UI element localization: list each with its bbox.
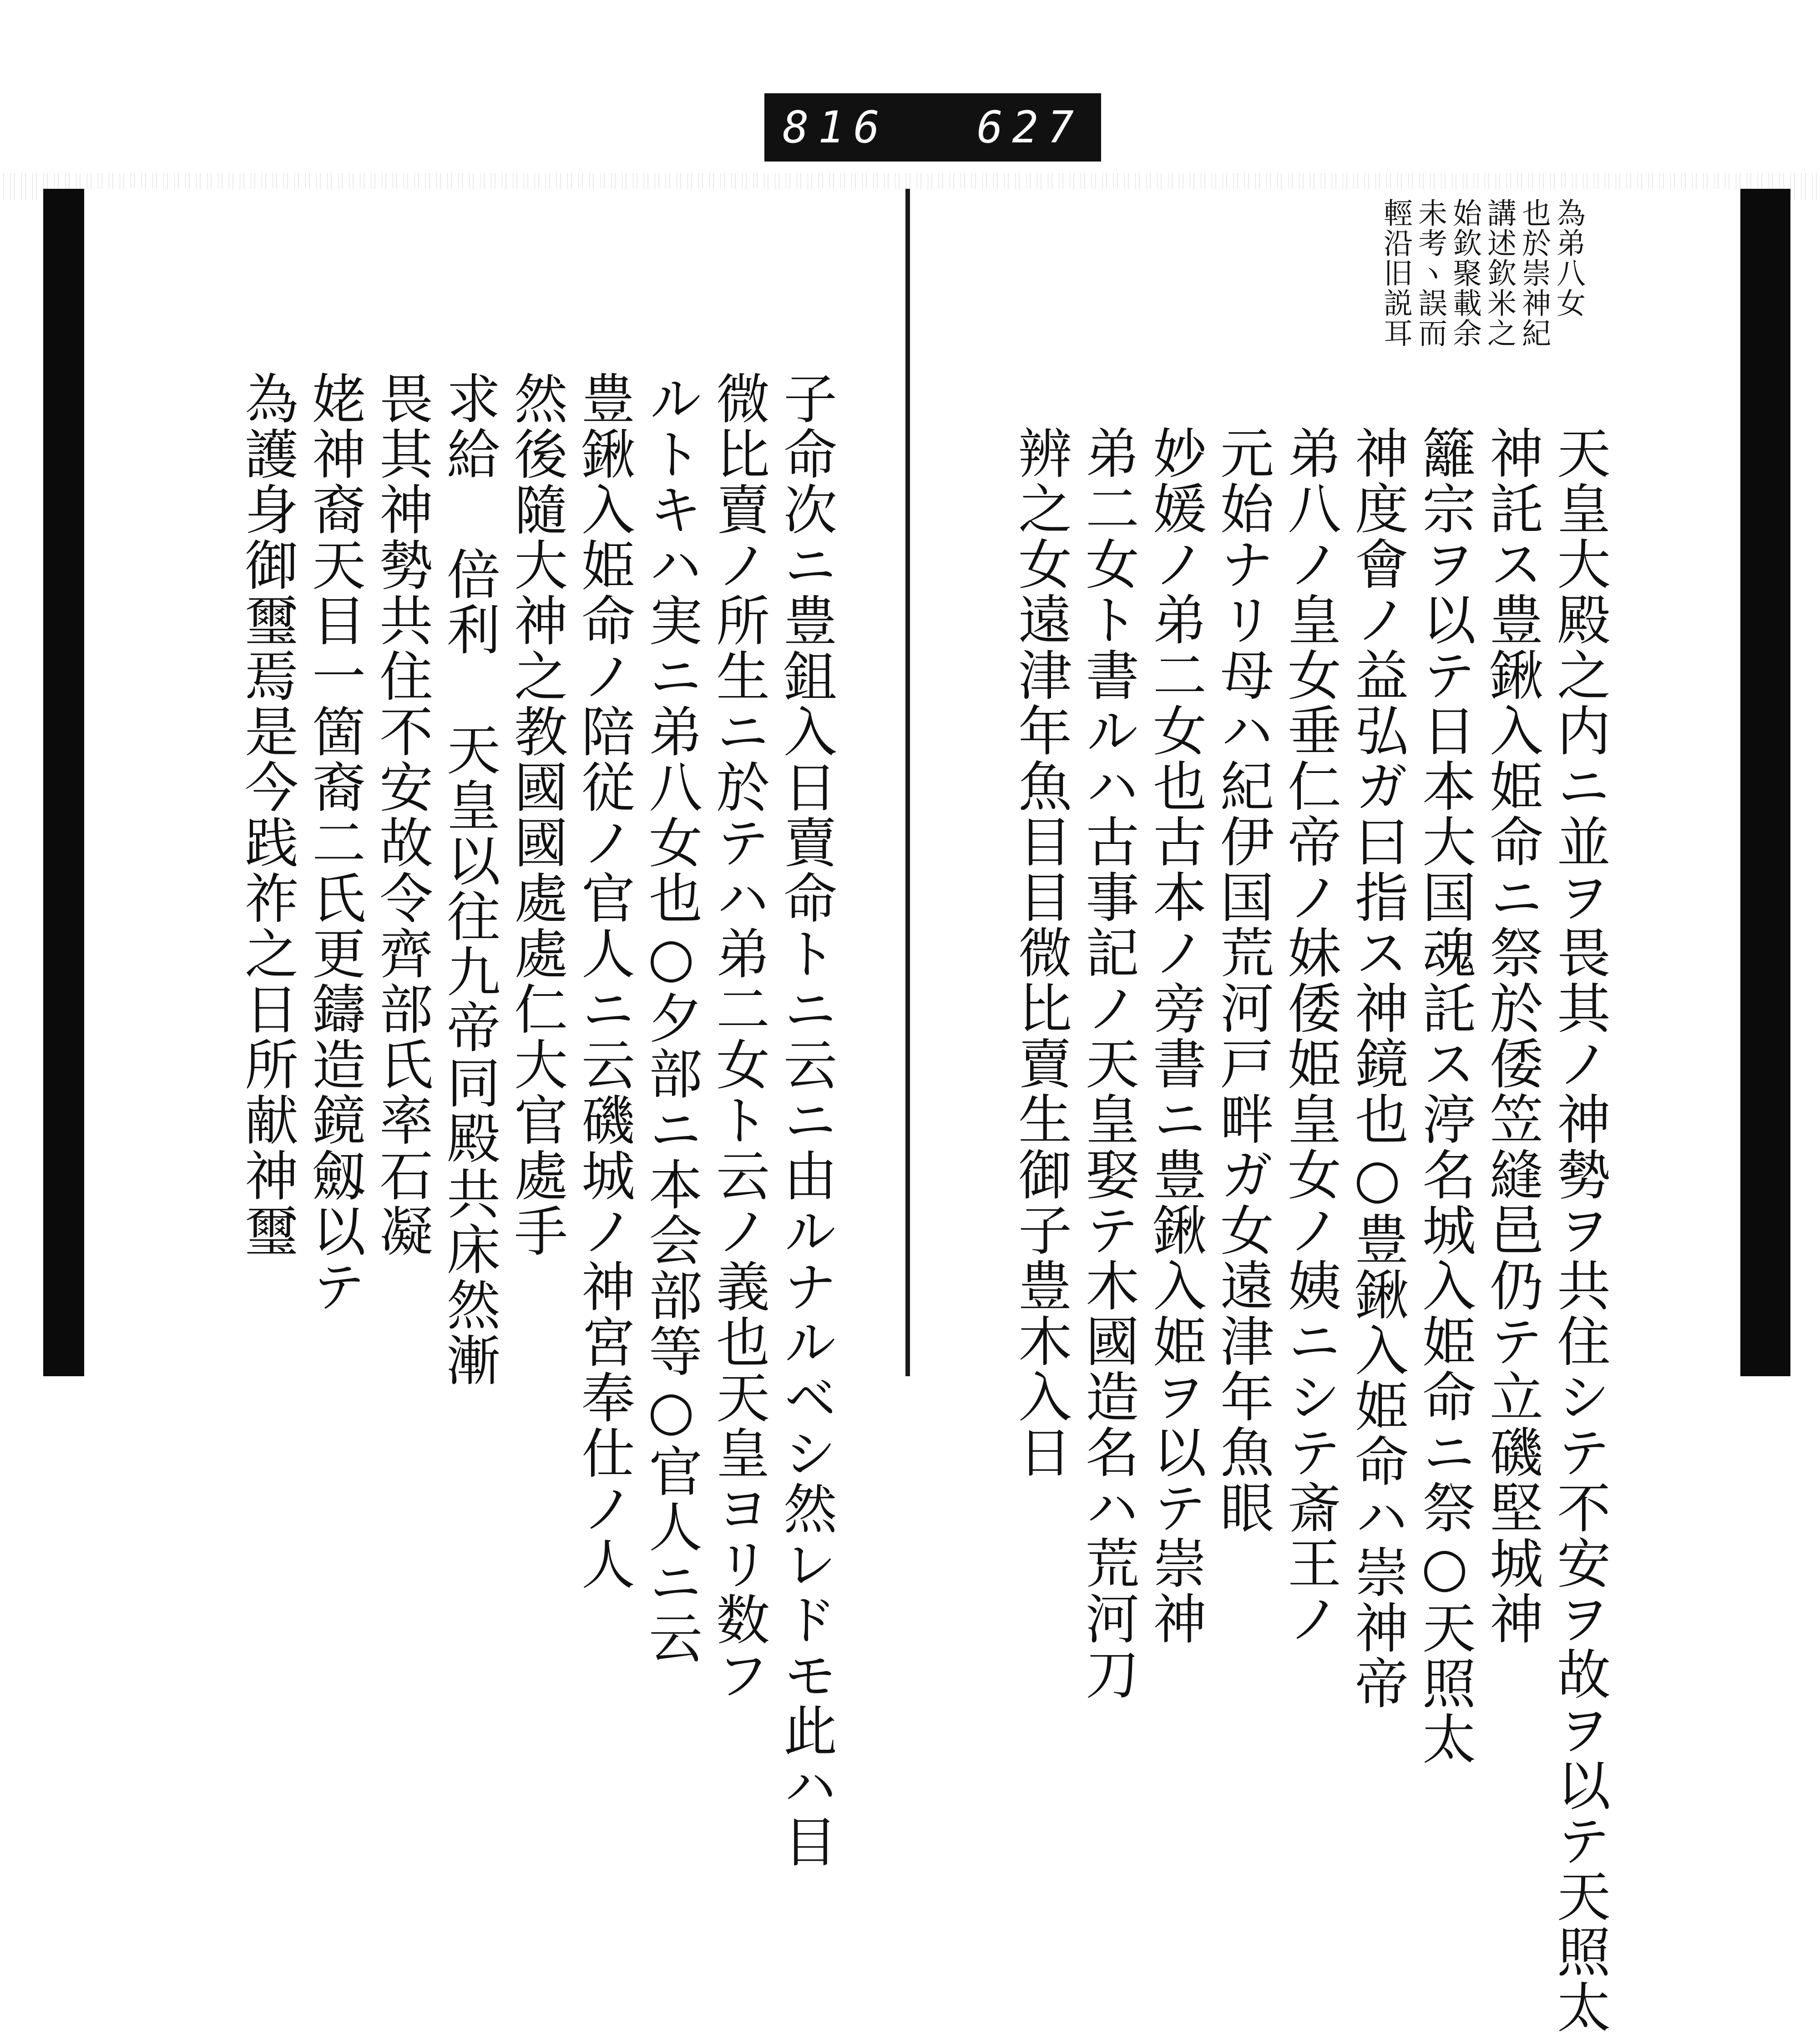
catalog-number-left: 816 [783, 102, 889, 153]
text-line: 元始ナリ母ハ紀伊国荒河戸畔ガ女遠津年魚眼 [1211, 425, 1274, 1535]
note-line: 輕沿旧説耳 [1379, 198, 1412, 348]
left-page-main-text [233, 371, 839, 1869]
text-line: ルトキハ実ニ弟八女也○夕部ニ本会部等○官人ニ云 [640, 371, 703, 1666]
text-line: 為護身御璽焉是今践祚之日所献神璽 [236, 371, 298, 1259]
note-line: 始欽聚載余 [1448, 198, 1481, 348]
text-line: 妙媛ノ弟二女也古本ノ旁書ニ豊鍬入姫ヲ以テ崇神 [1144, 425, 1207, 1646]
note-line: 未考ヽ誤而 [1413, 198, 1447, 348]
text-line: 神託ス豊鍬入姫命ニ祭於倭笠縫邑仍テ立磯堅城神 [1481, 425, 1543, 1646]
text-line: 求給 倍利 天皇以往九帝同殿共床然漸 [438, 371, 500, 1388]
text-line: 籬宗ヲ以テ日本大国魂託ス渟名城入姫命ニ祭○天照太 [1413, 425, 1476, 1767]
text-line: 畏其神勢共住不安故令齊部氏率石凝 [370, 371, 433, 1259]
text-line: 然後隨大神之教國國處處仁大官處手 [505, 371, 568, 1259]
text-line: 辨之女遠津年魚目目微比賣生御子豊木入日 [1009, 425, 1072, 1480]
text-line: 姥神裔天目一箇裔二氏更鑄造鏡劔以テ [303, 371, 366, 1314]
right-page-main-text [1007, 425, 1613, 2035]
note-line: 也於崇神紀 [1517, 198, 1551, 348]
catalog-label [764, 93, 1101, 162]
text-line: 天皇大殿之内ニ並ヲ畏其ノ神勢ヲ共住シテ不安ヲ故ヲ以テ天照太 [1548, 425, 1611, 2035]
text-line: 豊鍬入姫命ノ陪従ノ官人ニ云磯城ノ神宮奉仕ノ人 [572, 371, 635, 1592]
text-line: 弟八ノ皇女垂仁帝ノ妹倭姫皇女ノ姨ニシテ斎王ノ [1279, 425, 1341, 1646]
text-line: 微比賣ノ所生ニ於テハ弟二女ト云ノ義也天皇ヨリ数フ [707, 371, 770, 1703]
open-book [43, 189, 1790, 2035]
note-line: 為弟八女 [1552, 198, 1585, 318]
note-line: 講述欽米之 [1482, 198, 1516, 348]
text-line: 子命次ニ豊鉏入日賣命トニ云ニ由ルナルベシ然レドモ此ハ目 [774, 371, 837, 1869]
right-page [910, 189, 1790, 2035]
left-page [43, 189, 908, 1869]
text-line: 弟二女ト書ルハ古事記ノ天皇娶テ木國造名ハ荒河刀 [1077, 425, 1139, 1702]
catalog-number-right: 627 [976, 102, 1083, 153]
text-line: 神度會ノ益弘ガ曰指ス神鏡也○豊鍬入姫命ハ崇神帝 [1346, 425, 1409, 1711]
